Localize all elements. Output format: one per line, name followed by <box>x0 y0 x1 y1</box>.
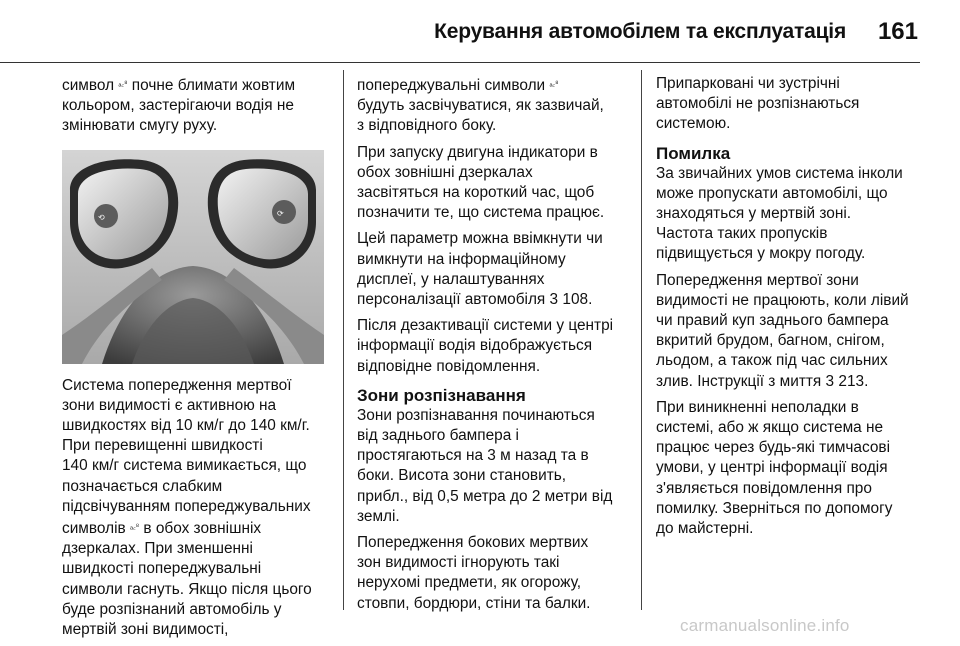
column-3 <box>656 74 931 545</box>
column-1 <box>62 74 332 646</box>
paragraph: При виникненні неполадки в системі, або ж якщо система не працює через будь-які тимчасові умови, у центрі інформації водія з'являється повідомлення про помилку. Зверніться по допомогу до майстерні. <box>656 398 893 538</box>
column-divider <box>641 70 642 610</box>
section-heading: Помилка <box>656 143 731 163</box>
paragraph: Припарковані чи зустрічні автомобілі не розпізнаються системою. <box>656 75 860 133</box>
paragraph: Цей параметр можна ввімкнути чи вимкнути на інформаційному дисплеї, у налаштуваннях персоналізації автомобіля 3 108. <box>357 230 603 309</box>
watermark: carmanualsonline.info <box>680 616 850 635</box>
paragraph: Система попередження мертвої зони видимості є активною на швидкостях від 10 км/г до 140 км/г. При перевищенні швидкості 140 км/г система вимикається, що позначається слабким підсвічуванням попереджувальних символів ₐ꜀⁸ в обох зовнішніх дзеркалах. При зменшенні швидкості попереджувальні символи гаснуть. Якщо після цього буде розпізнаний автомобіль у мертвій зоні видимості, <box>62 376 312 639</box>
page-header <box>0 0 960 64</box>
header-divider <box>0 62 920 63</box>
paragraph: Зони розпізнавання починаються від заднього бампера і простягаються на 3 м назад та в боки. Висота зони становить, прибл., від 0,5 метра до 2 метри від землі. <box>357 406 613 525</box>
paragraph: попереджувальні символи ₐ꜀⁸ будуть засвічуватися, як зазвичай, з відповідного боку. <box>357 74 627 137</box>
paragraph: Попередження мертвої зони видимості не працюють, коли лівий чи правий куп заднього бампера вкритий брудом, багном, снігом, льодом, а також під час сильних злив. Інструкції з миття 3 213. <box>656 271 909 390</box>
page-number: 161 <box>877 18 918 45</box>
page-title: Керування автомобілем та експлуатація <box>434 20 846 43</box>
paragraph: символ ₐ꜀⁸ почне блимати жовтим кольором, застерігаючи водія не змінювати смугу руху. <box>62 74 332 137</box>
page-reference-link[interactable]: 3 108. <box>549 291 593 309</box>
paragraph: За звичайних умов система інколи може пропускати автомобілі, що знаходяться у мертвій зоні. Частота таких пропусків підвищується у мокру погоду. <box>656 164 903 263</box>
mirrors-photo <box>62 150 324 364</box>
section-heading: Зони розпізнавання <box>357 385 526 405</box>
blind-spot-warning-icon: ₐ꜀⁸ <box>549 79 559 88</box>
paragraph: Після дезактивації системи у центрі інформації водія відображується відповідне повідомлення. <box>357 317 614 375</box>
column-2 <box>357 74 627 620</box>
cross-reference-arrow-icon: 3 <box>549 291 559 309</box>
column-divider <box>343 70 344 610</box>
paragraph: При запуску двигуна індикатори в обох зовнішні дзеркалах засвітяться на короткий час, щоб позначити те, що система працює. <box>357 143 605 222</box>
cross-reference-arrow-icon: 3 <box>825 372 835 390</box>
blind-spot-warning-icon: ₐ꜀⁸ <box>118 79 128 88</box>
paragraph: Попередження бокових мертвих зон видимості ігнорують такі нерухомі предмети, як огорожу, стовпи, бордюри, стіни та балки. <box>357 534 591 612</box>
page-reference-link[interactable]: 3 213. <box>825 372 869 390</box>
blind-spot-warning-icon: ₐ꜀⁸ <box>129 522 140 532</box>
svg-text:⟳: ⟳ <box>277 208 284 218</box>
svg-text:⟲: ⟲ <box>98 212 105 222</box>
